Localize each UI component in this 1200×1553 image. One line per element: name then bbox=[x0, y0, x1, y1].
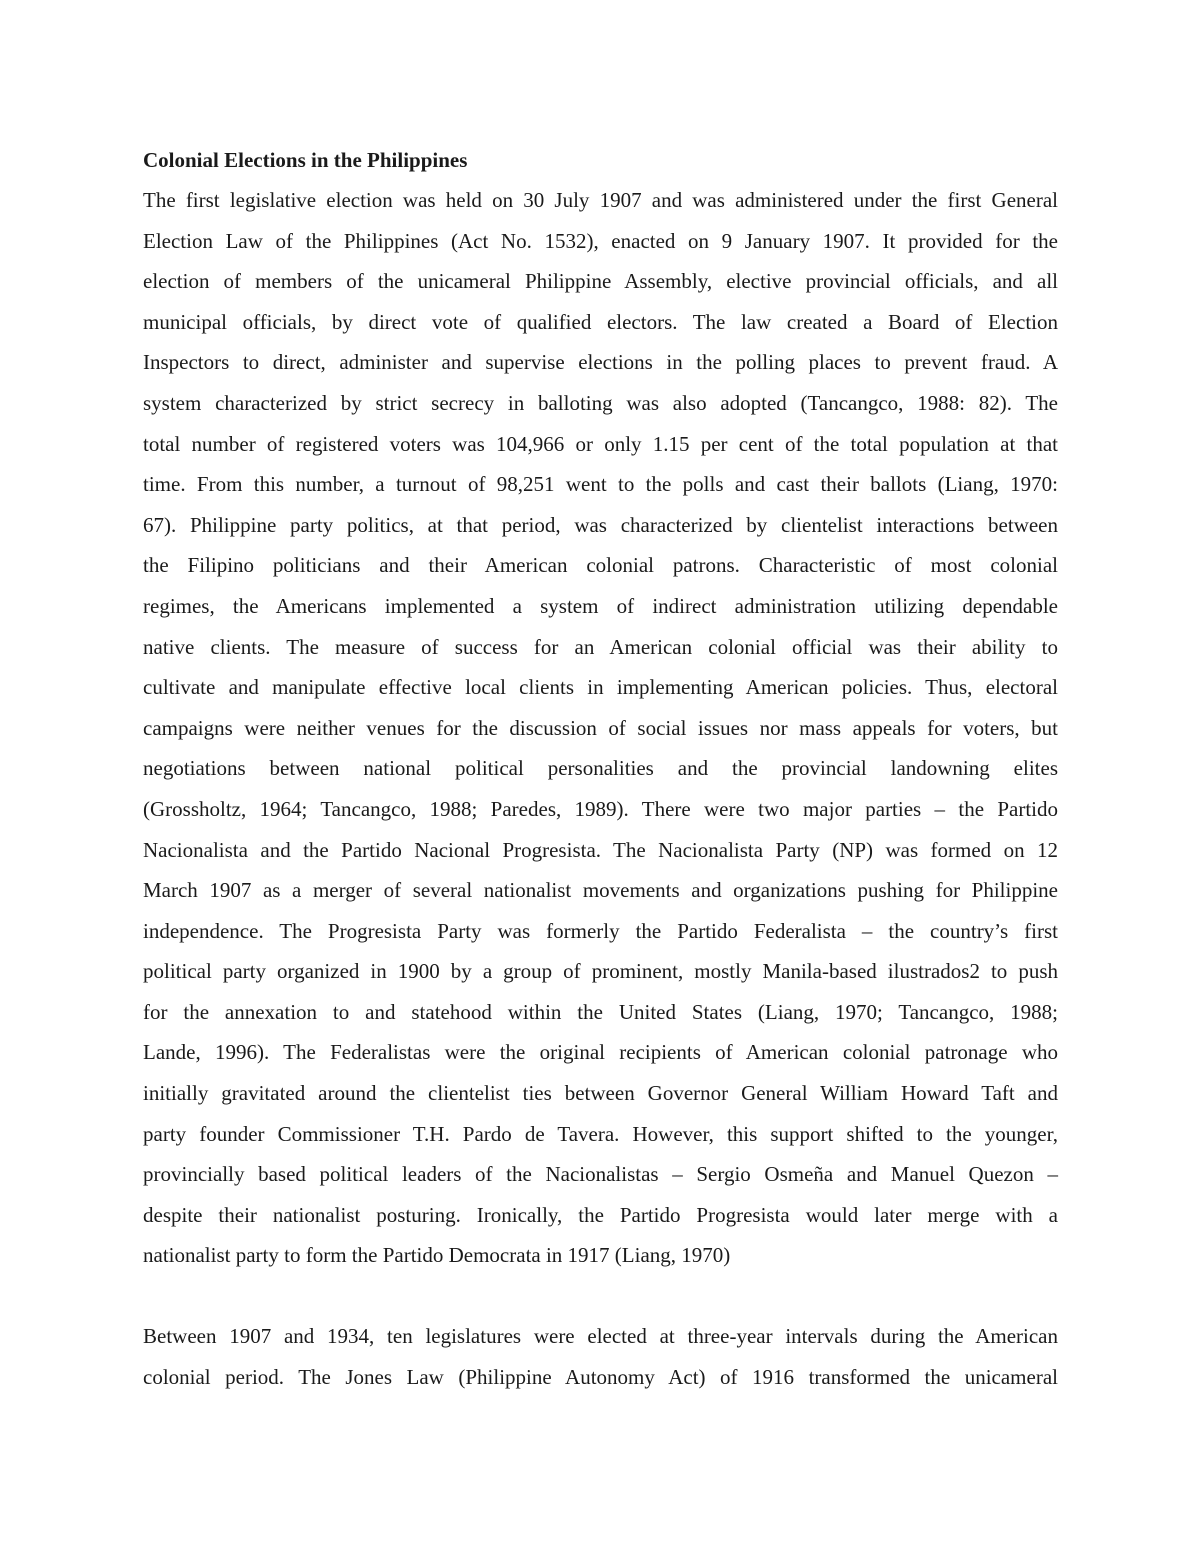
paragraph-line: total number of registered voters was 104,966 or only 1.15 per cent of the total population at that bbox=[143, 431, 1058, 456]
paragraph-line: Nacionalista and the Partido Nacional Progresista. The Nacionalista Party (NP) was formed on 12 bbox=[143, 837, 1058, 862]
paragraph-line: party founder Commissioner T.H. Pardo de Tavera. However, this support shifted to the younger, bbox=[143, 1121, 1058, 1146]
paragraph-line: despite their nationalist posturing. Ironically, the Partido Progresista would later merge with a bbox=[143, 1202, 1058, 1227]
paragraph-line: time. From this number, a turnout of 98,251 went to the polls and cast their ballots (Liang, 1970: bbox=[143, 472, 1058, 497]
paragraph-line: election of members of the unicameral Philippine Assembly, elective provincial officials, and all bbox=[143, 269, 1058, 294]
paragraph-line: independence. The Progresista Party was formerly the Partido Federalista – the country’s first bbox=[143, 918, 1058, 943]
paragraph-line: Inspectors to direct, administer and supervise elections in the polling places to prevent fraud. A bbox=[143, 350, 1058, 375]
paragraph-line: for the annexation to and statehood within the United States (Liang, 1970; Tancangco, 1988; bbox=[143, 999, 1058, 1024]
paragraph-line: Between 1907 and 1934, ten legislatures were elected at three-year intervals during the American bbox=[143, 1324, 1058, 1349]
paragraph-line: the Filipino politicians and their American colonial patrons. Characteristic of most colonial bbox=[143, 553, 1058, 578]
paragraph-line: political party organized in 1900 by a group of prominent, mostly Manila-based ilustrados2 to push bbox=[143, 959, 1058, 984]
document-title: Colonial Elections in the Philippines bbox=[143, 148, 468, 172]
paragraph-line: nationalist party to form the Partido Democrata in 1917 (Liang, 1970) bbox=[143, 1243, 731, 1268]
paragraph-line: system characterized by strict secrecy in balloting was also adopted (Tancangco, 1988: 82). The bbox=[143, 390, 1058, 415]
paragraph-line: (Grossholtz, 1964; Tancangco, 1988; Paredes, 1989). There were two major parties – the Partido bbox=[143, 796, 1058, 821]
paragraph-1 bbox=[143, 180, 1058, 1276]
document-body bbox=[143, 140, 1058, 1397]
paragraph-line: cultivate and manipulate effective local clients in implementing American policies. Thus, electoral bbox=[143, 675, 1058, 700]
paragraph-line: The first legislative election was held on 30 July 1907 and was administered under the first General bbox=[143, 188, 1058, 212]
paragraph-line: regimes, the Americans implemented a system of indirect administration utilizing dependable bbox=[143, 593, 1058, 618]
paragraph-line: negotiations between national political personalities and the provincial landowning elites bbox=[143, 756, 1058, 781]
paragraph-spacer bbox=[143, 1276, 1058, 1316]
paragraph-line: Lande, 1996). The Federalistas were the original recipients of American colonial patronage who bbox=[143, 1040, 1058, 1065]
paragraph-line: colonial period. The Jones Law (Philippine Autonomy Act) of 1916 transformed the unicameral bbox=[143, 1364, 1058, 1389]
paragraph-line: campaigns were neither venues for the discussion of social issues nor mass appeals for voters, but bbox=[143, 715, 1058, 740]
paragraph-line: initially gravitated around the clientelist ties between Governor General William Howard Taft and bbox=[143, 1081, 1058, 1106]
paragraph-line: provincially based political leaders of the Nacionalistas – Sergio Osmeña and Manuel Quezon – bbox=[143, 1162, 1058, 1187]
paragraph-line: Election Law of the Philippines (Act No. 1532), enacted on 9 January 1907. It provided for the bbox=[143, 228, 1058, 253]
paragraph-line: municipal officials, by direct vote of qualified electors. The law created a Board of Election bbox=[143, 309, 1058, 334]
paragraph-2 bbox=[143, 1316, 1058, 1397]
paragraph-line: 67). Philippine party politics, at that period, was characterized by clientelist interactions between bbox=[143, 512, 1058, 537]
paragraph-line: March 1907 as a merger of several nationalist movements and organizations pushing for Philippine bbox=[143, 878, 1058, 903]
paragraph-line: native clients. The measure of success for an American colonial official was their ability to bbox=[143, 634, 1058, 659]
